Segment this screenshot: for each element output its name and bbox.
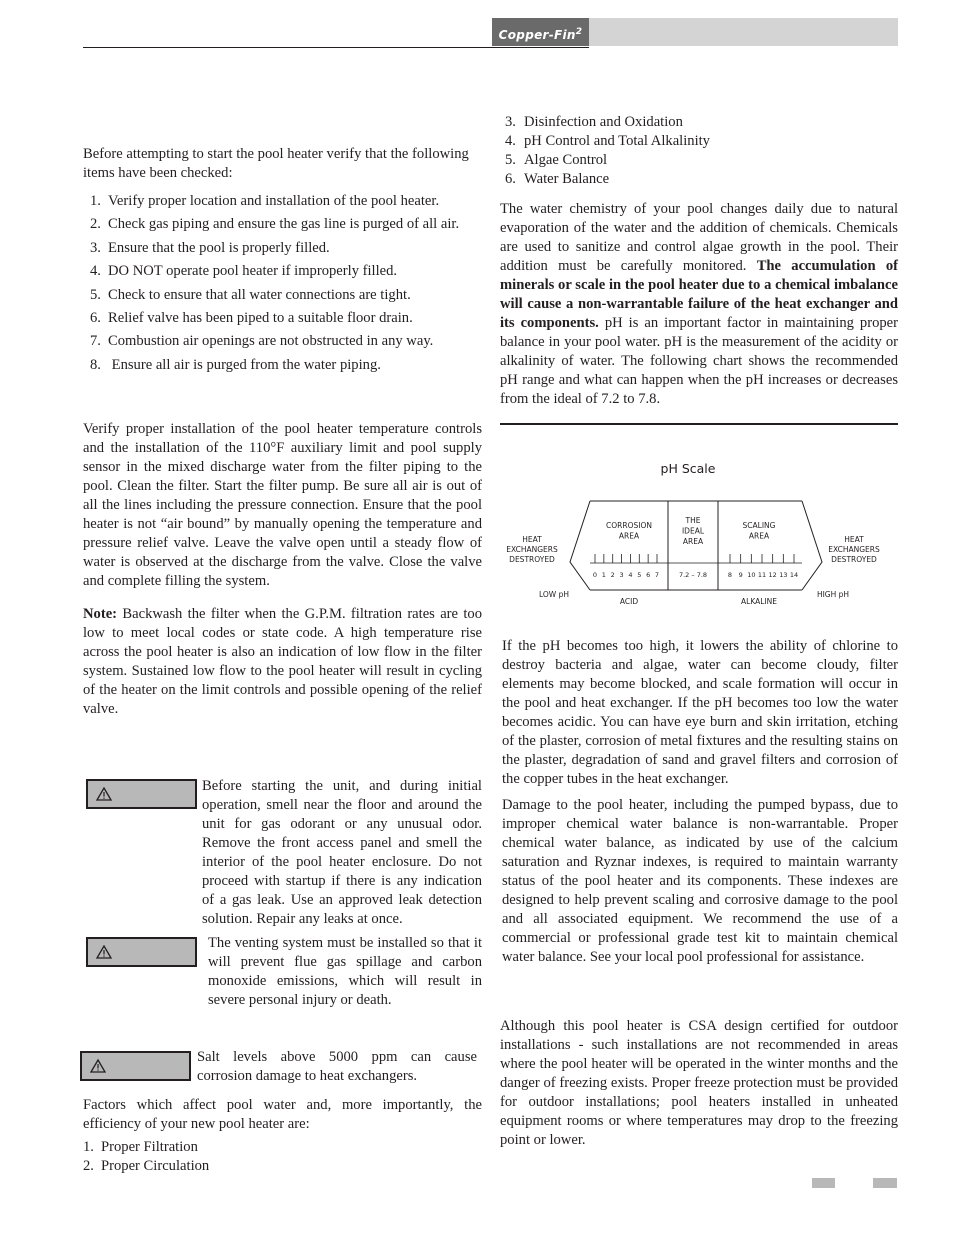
list-item-text: Algae Control: [524, 152, 608, 168]
warning-triangle-icon: [96, 787, 112, 801]
list-item: [90, 309, 490, 328]
list-item-number: 3.: [90, 239, 101, 256]
high-ph-label: HIGH pH: [816, 590, 850, 599]
acid-tick-label: 0: [592, 571, 598, 579]
alkaline-tick-label: 9: [738, 571, 743, 579]
list-item-text: pH Control and Total Alkalinity: [524, 133, 710, 149]
list-item-text: Disinfection and Oxidation: [524, 114, 683, 130]
list-item-text: Verify proper location and installation of the pool heater.: [108, 193, 440, 209]
factors-list-left: [83, 1138, 383, 1176]
right-end-label-line: EXCHANGERS: [828, 545, 880, 554]
right-end-label-line: DESTROYED: [831, 555, 877, 564]
zone-label-line: CORROSION: [606, 521, 652, 530]
list-item-number: 5.: [505, 152, 516, 168]
acid-tick-label: 6: [646, 571, 651, 579]
warning-badge-salt: [80, 1051, 191, 1081]
right-arrow-outline: [802, 501, 822, 590]
warning-triangle-icon: [96, 945, 112, 959]
low-ph-label: LOW pH: [538, 590, 570, 599]
acid-label: ACID: [619, 597, 639, 606]
left-end-label-line: HEAT: [522, 535, 542, 544]
zone-label-line: IDEAL: [681, 526, 705, 536]
list-item-number: 1.: [83, 1139, 94, 1155]
list-item: [90, 286, 490, 305]
list-item: [90, 356, 490, 375]
list-item-number: 2.: [83, 1158, 94, 1174]
list-item: [505, 132, 885, 151]
alkaline-tick-label: 10: [747, 571, 756, 579]
list-item: [90, 262, 490, 281]
ph-scale-chart: [500, 430, 898, 620]
zone-label-line: AREA: [682, 537, 704, 546]
list-item-number: 7.: [90, 333, 101, 350]
list-item-text: Check gas piping and ensure the gas line is purged of all air.: [108, 216, 460, 233]
chem-text-1: The water chemistry of your pool changes daily due to natural evaporation of the water and the addition of chemicals. Chemicals are used to sanitize and control algae growth in the pool. Their addition must be carefully monitored.: [500, 201, 898, 274]
note-label: Note:: [83, 606, 118, 622]
list-item-text: DO NOT operate pool heater if improperly filled.: [108, 263, 398, 280]
warning-text-vent: The venting system must be installed so that it will prevent flue gas spillage and carbon monoxide emissions, which will result in severe personal injury or death.: [208, 935, 482, 1008]
zone-label-line: AREA: [748, 531, 770, 541]
list-item-number: 1.: [90, 193, 101, 209]
zone-label-line: AREA: [618, 531, 640, 541]
alkaline-tick-label: 8: [727, 571, 733, 579]
list-item-number: 3.: [505, 114, 516, 130]
acid-tick-label: 2: [610, 571, 615, 579]
tick-labels: [593, 571, 798, 579]
alkaline-label: ALKALINE: [741, 597, 777, 606]
list-item-text: Ensure all air is purged from the water piping.: [108, 356, 381, 373]
warning-triangle-icon: [90, 1059, 106, 1073]
factors-intro: Factors which affect pool water and, more importantly, the efficiency of your new pool heater are:: [83, 1097, 482, 1132]
acid-tick-label: 4: [628, 571, 633, 579]
list-item: [90, 239, 490, 258]
chart-top-rule: [500, 423, 898, 425]
left-end-label-line: DESTROYED: [509, 555, 555, 564]
zone-labels: [606, 516, 776, 546]
chart-title: pH Scale: [660, 461, 716, 476]
list-item: [90, 192, 490, 211]
list-item-number: 5.: [90, 286, 101, 303]
list-item-number: 4.: [505, 133, 516, 149]
header-rule: [83, 47, 589, 48]
alkaline-tick-label: 13: [779, 571, 788, 579]
acid-tick-label: 1: [601, 571, 606, 579]
list-item-text: Ensure that the pool is properly filled.: [108, 239, 330, 256]
outdoor-installation-paragraph: Although this pool heater is CSA design certified for outdoor installations - such installations are not recommended in areas where the pool heater will be operated in the winter months and the danger of freezing exists. Proper freeze protection must be provided for outdoor installations; pool heaters installed in unheated equipment rooms or where temperatures may drop to the freezing point or lower.: [500, 1018, 898, 1148]
acid-tick-label: 5: [637, 571, 642, 579]
zone-label-line: THE: [685, 516, 701, 525]
acid-tick-label: 3: [619, 571, 624, 579]
acid-tick-label: 7: [654, 571, 660, 579]
list-item: [505, 113, 885, 132]
alkaline-tick-label: 12: [768, 571, 777, 579]
warning-badge-gas: [86, 779, 197, 809]
list-item: [505, 151, 885, 170]
list-item: [83, 1157, 383, 1176]
ideal-range-label: 7.2 – 7.8: [678, 571, 708, 579]
list-item-number: 8.: [90, 356, 101, 373]
note-paragraph: [83, 605, 482, 719]
tick-marks: [595, 554, 794, 563]
water-chemistry-paragraph: [500, 200, 898, 409]
list-item-text: Combustion air openings are not obstructed in any way.: [108, 333, 434, 350]
footer-tab-right: [873, 1178, 897, 1188]
factors-list-right: [505, 113, 885, 189]
logo-superscript: 2: [575, 27, 583, 37]
list-item-number: 2.: [90, 216, 101, 233]
list-item: [90, 332, 490, 351]
right-end-label-line: HEAT: [844, 535, 864, 544]
list-item-text: Check to ensure that all water connections are tight.: [108, 286, 411, 303]
warning-text-gas: Before starting the unit, and during initial operation, smell near the floor and around the unit for gas odorant or any unusual odor. Remove the front access panel and smell the interior of the pool heater enclosure. Do not proceed with startup if there is any indication of a gas leak. Use an approved leak detection solution. Repair any leaks at once.: [202, 778, 482, 927]
startup-checklist: [90, 192, 490, 379]
note-text: Backwash the filter when the G.P.M. filtration rates are too low to meet local codes or state code. A high temperature rise across the pool heater is also an indication of low flow in the filter system. Sustained low flow to the pool heater will result in cycling of the heater on the limit controls and possible opening of the relief valve.: [83, 606, 482, 717]
logo-text: Copper-Fin: [498, 28, 576, 42]
chem-text-2: pH is an important factor in maintaining proper balance in your pool water. pH is the measurement of the acidity or alkalinity of water. The following chart shows the recommended pH range and what can happen when the pH increases or decreases from the ideal of 7.2 to 7.8.: [500, 315, 899, 407]
checklist-intro: Before attempting to start the pool heater verify that the following items have been checked:: [83, 146, 469, 181]
damage-paragraph: Damage to the pool heater, including the pumped bypass, due to improper chemical water balance is non-warrantable. Proper chemical water balance, as indicated by use of the calcium saturation and Ryznar indexes, is required to maintain warranty status of the pool heater and its components. These indexes are designed to help prevent scaling and corrosive damage to the pool and all associated equipment. We recommend the use of a commercial or professional grade test kit to maintain chemical water balance. See your local pool professional for assistance.: [502, 797, 898, 965]
alkaline-tick-label: 14: [789, 571, 799, 579]
warning-badge-vent: [86, 937, 197, 967]
ph-effects-paragraph: If the pH becomes too high, it lowers the ability of chlorine to destroy bacteria and algae, water can become cloudy, filter elements may become blocked, and scale formation will occur in the pool and heat exchanger. If the pH becomes too low the water becomes acidic. You can have eye burn and skin irritation, etching of the plaster, corrosion of metal fixtures and the resulting stains on the plaster, degradation of sand and gravel filters and corrosion of the copper tubes in the heat exchanger.: [502, 638, 898, 787]
list-item-number: 6.: [90, 309, 101, 326]
list-item-number: 4.: [90, 263, 101, 280]
list-item-text: Proper Circulation: [101, 1158, 210, 1174]
list-item: [90, 215, 490, 234]
footer-tab-left: [812, 1178, 835, 1188]
list-item-text: Proper Filtration: [101, 1139, 198, 1155]
left-arrow-outline: [570, 501, 590, 590]
brand-logo: [492, 18, 589, 46]
warning-text-salt: Salt levels above 5000 ppm can cause corrosion damage to heat exchangers.: [197, 1049, 477, 1084]
list-item: [83, 1138, 383, 1157]
zone-label-line: SCALING: [742, 521, 776, 530]
list-item: [505, 170, 885, 189]
controls-paragraph: Verify proper installation of the pool heater temperature controls and the installation of the 110°F auxiliary limit and pool supply sensor in the mixed discharge water from the filter piping to the pool. Clean the filter. Start the filter pump. Be sure all air is out of all the lines including the pressure connection. Ensure that the pool heater is not “air bound” by manually opening the temperature and pressure relief valve. Leave the valve open until a steady flow of water is observed at the discharge from the valve. Close the valve and complete filling the system.: [83, 421, 482, 589]
list-item-text: Relief valve has been piped to a suitable floor drain.: [108, 309, 413, 326]
list-item-number: 6.: [505, 171, 516, 187]
left-end-label-line: EXCHANGERS: [506, 545, 558, 554]
alkaline-tick-label: 11: [757, 571, 767, 579]
list-item-text: Water Balance: [524, 171, 610, 187]
chem-bold-text: The accumulation of minerals or scale in the pool heater due to a chemical imbalance will cause a non-warrantable failure of the heat exchanger and its components.: [500, 258, 898, 331]
